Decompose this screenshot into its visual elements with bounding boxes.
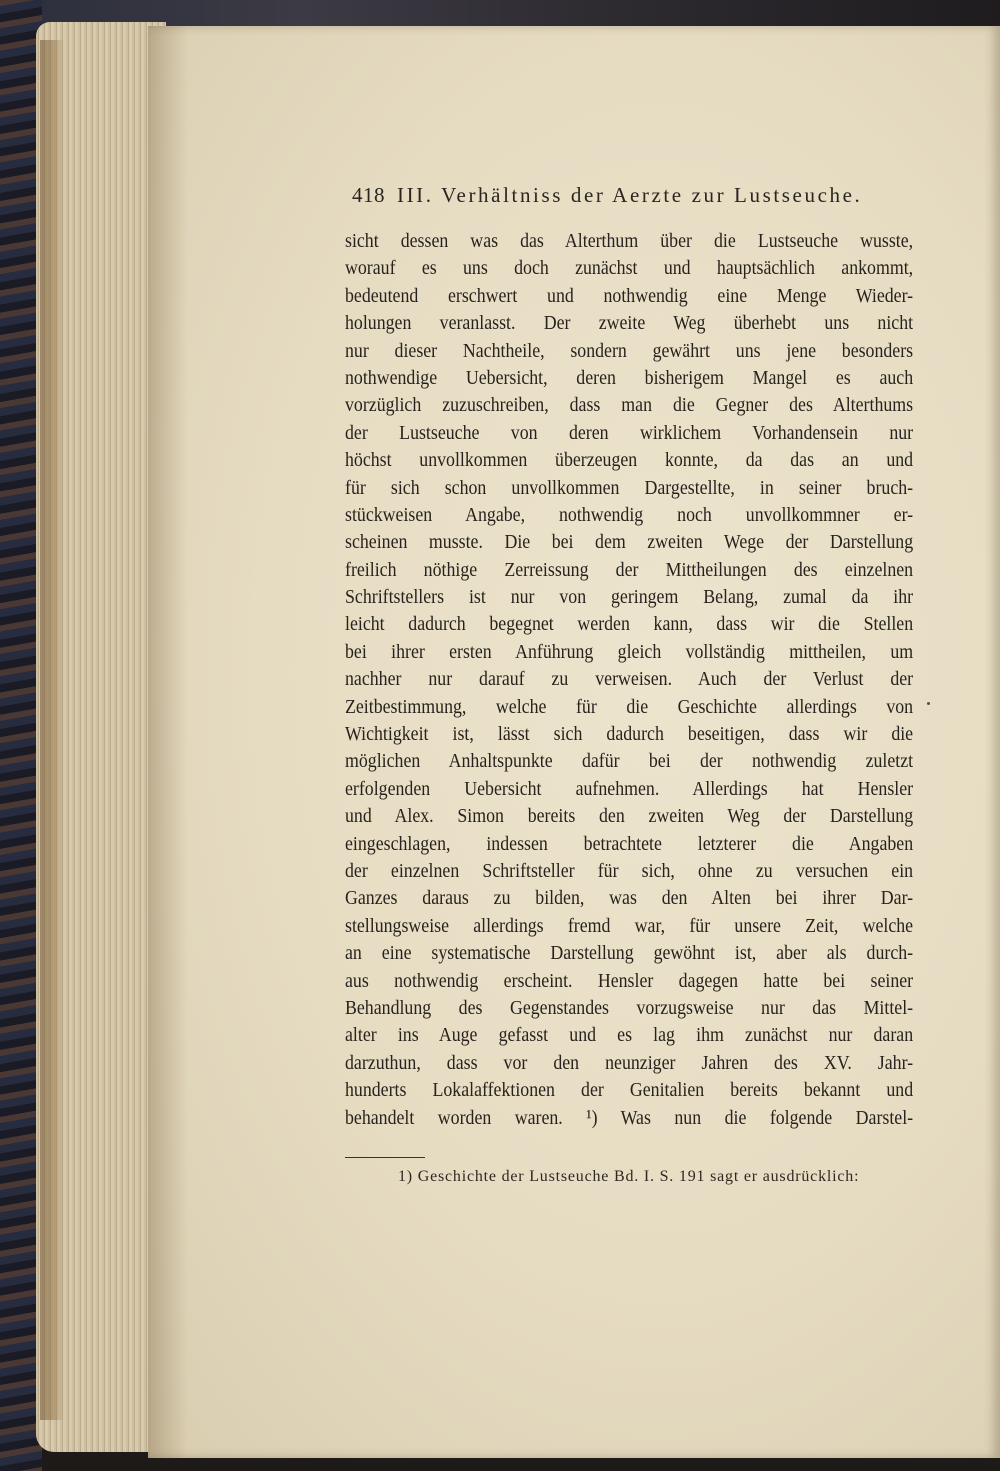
body-line: nachher nur darauf zu verweisen. Auch der Verlust der: [345, 668, 914, 691]
margin-speck: [927, 702, 930, 705]
body-line: für sich schon unvollkommen Dargestellte, in seiner bruch-: [345, 476, 914, 499]
body-line: leicht dadurch begegnet werden kann, dass wir die Stellen: [345, 613, 914, 636]
body-line: der einzelnen Schriftsteller für sich, ohne zu versuchen ein: [345, 859, 914, 882]
page-gutter-shadow: [148, 26, 188, 1458]
body-line: bei ihrer ersten Anführung gleich vollständig mittheilen, um: [345, 640, 914, 663]
body-line: möglichen Anhaltspunkte dafür bei der nothwendig zuletzt: [345, 750, 914, 773]
page-stack-shadow: [40, 40, 64, 1420]
body-line: Wichtigkeit ist, lässt sich dadurch beseitigen, dass wir die: [345, 723, 914, 746]
footnote-rule: [345, 1157, 425, 1158]
running-title: III. Verhältniss der Aerzte zur Lustseuche.: [397, 183, 863, 207]
body-line: sicht dessen was das Alterthum über die Lustseuche wusste,: [345, 230, 914, 252]
body-line: erfolgenden Uebersicht aufnehmen. Allerdings hat Hensler: [345, 777, 914, 800]
body-line: nothwendige Uebersicht, deren bisherigem Mangel es auch: [345, 366, 914, 389]
body-line: nur dieser Nachtheile, sondern gewährt uns jene besonders: [345, 339, 914, 362]
body-line: stückweisen Angabe, nothwendig noch unvollkommner er-: [345, 503, 914, 526]
body-line: hunderts Lokalaffektionen der Genitalien bereits bekannt und: [345, 1079, 914, 1102]
footnote: 1) Geschichte der Lustseuche Bd. I. S. 191 sagt er ausdrücklich:: [398, 1168, 860, 1185]
body-line: stellungsweise allerdings fremd war, für unsere Zeit, welche: [345, 914, 914, 937]
body-line: Behandlung des Gegenstandes vorzugsweise nur das Mittel-: [345, 996, 914, 1019]
page-number: 418: [352, 183, 385, 207]
body-line: der Lustseuche von deren wirklichem Vorhandensein nur: [345, 421, 914, 444]
body-line: Zeitbestimmung, welche für die Geschichte allerdings von: [345, 695, 914, 718]
body-line: höchst unvollkommen überzeugen konnte, da das an und: [345, 449, 914, 472]
body-line: freilich nöthige Zerreissung der Mittheilungen des einzelnen: [345, 558, 914, 581]
body-line: Schriftstellers ist nur von geringem Belang, zumal da ihr: [345, 586, 914, 609]
body-line: aus nothwendig erscheint. Hensler dagegen hatte bei seiner: [345, 969, 914, 992]
body-line: holungen veranlasst. Der zweite Weg überhebt uns nicht: [345, 312, 914, 335]
body-line: vorzüglich zuzuschreiben, dass man die Gegner des Alterthums: [345, 394, 914, 417]
body-line: an eine systematische Darstellung gewöhnt ist, aber als durch-: [345, 942, 914, 965]
body-line: und Alex. Simon bereits den zweiten Weg der Darstellung: [345, 805, 914, 828]
body-line: scheinen musste. Die bei dem zweiten Wege der Darstellung: [345, 531, 914, 554]
body-line: behandelt worden waren. ¹) Was nun die folgende Darstel-: [345, 1106, 914, 1129]
body-line: eingeschlagen, indessen betrachtete letzterer die Angaben: [345, 832, 914, 855]
body-text: [345, 228, 913, 1132]
body-line: bedeutend erschwert und nothwendig eine Menge Wieder-: [345, 284, 914, 307]
body-line: alter ins Auge gefasst und es lag ihm zunächst nur daran: [345, 1024, 914, 1047]
body-line: Ganzes daraus zu bilden, was den Alten bei ihrer Dar-: [345, 887, 914, 910]
body-line: worauf es uns doch zunächst und hauptsächlich ankommt,: [345, 257, 914, 280]
body-line: darzuthun, dass vor den neunziger Jahren des XV. Jahr-: [345, 1051, 914, 1074]
page-header: [352, 183, 912, 213]
